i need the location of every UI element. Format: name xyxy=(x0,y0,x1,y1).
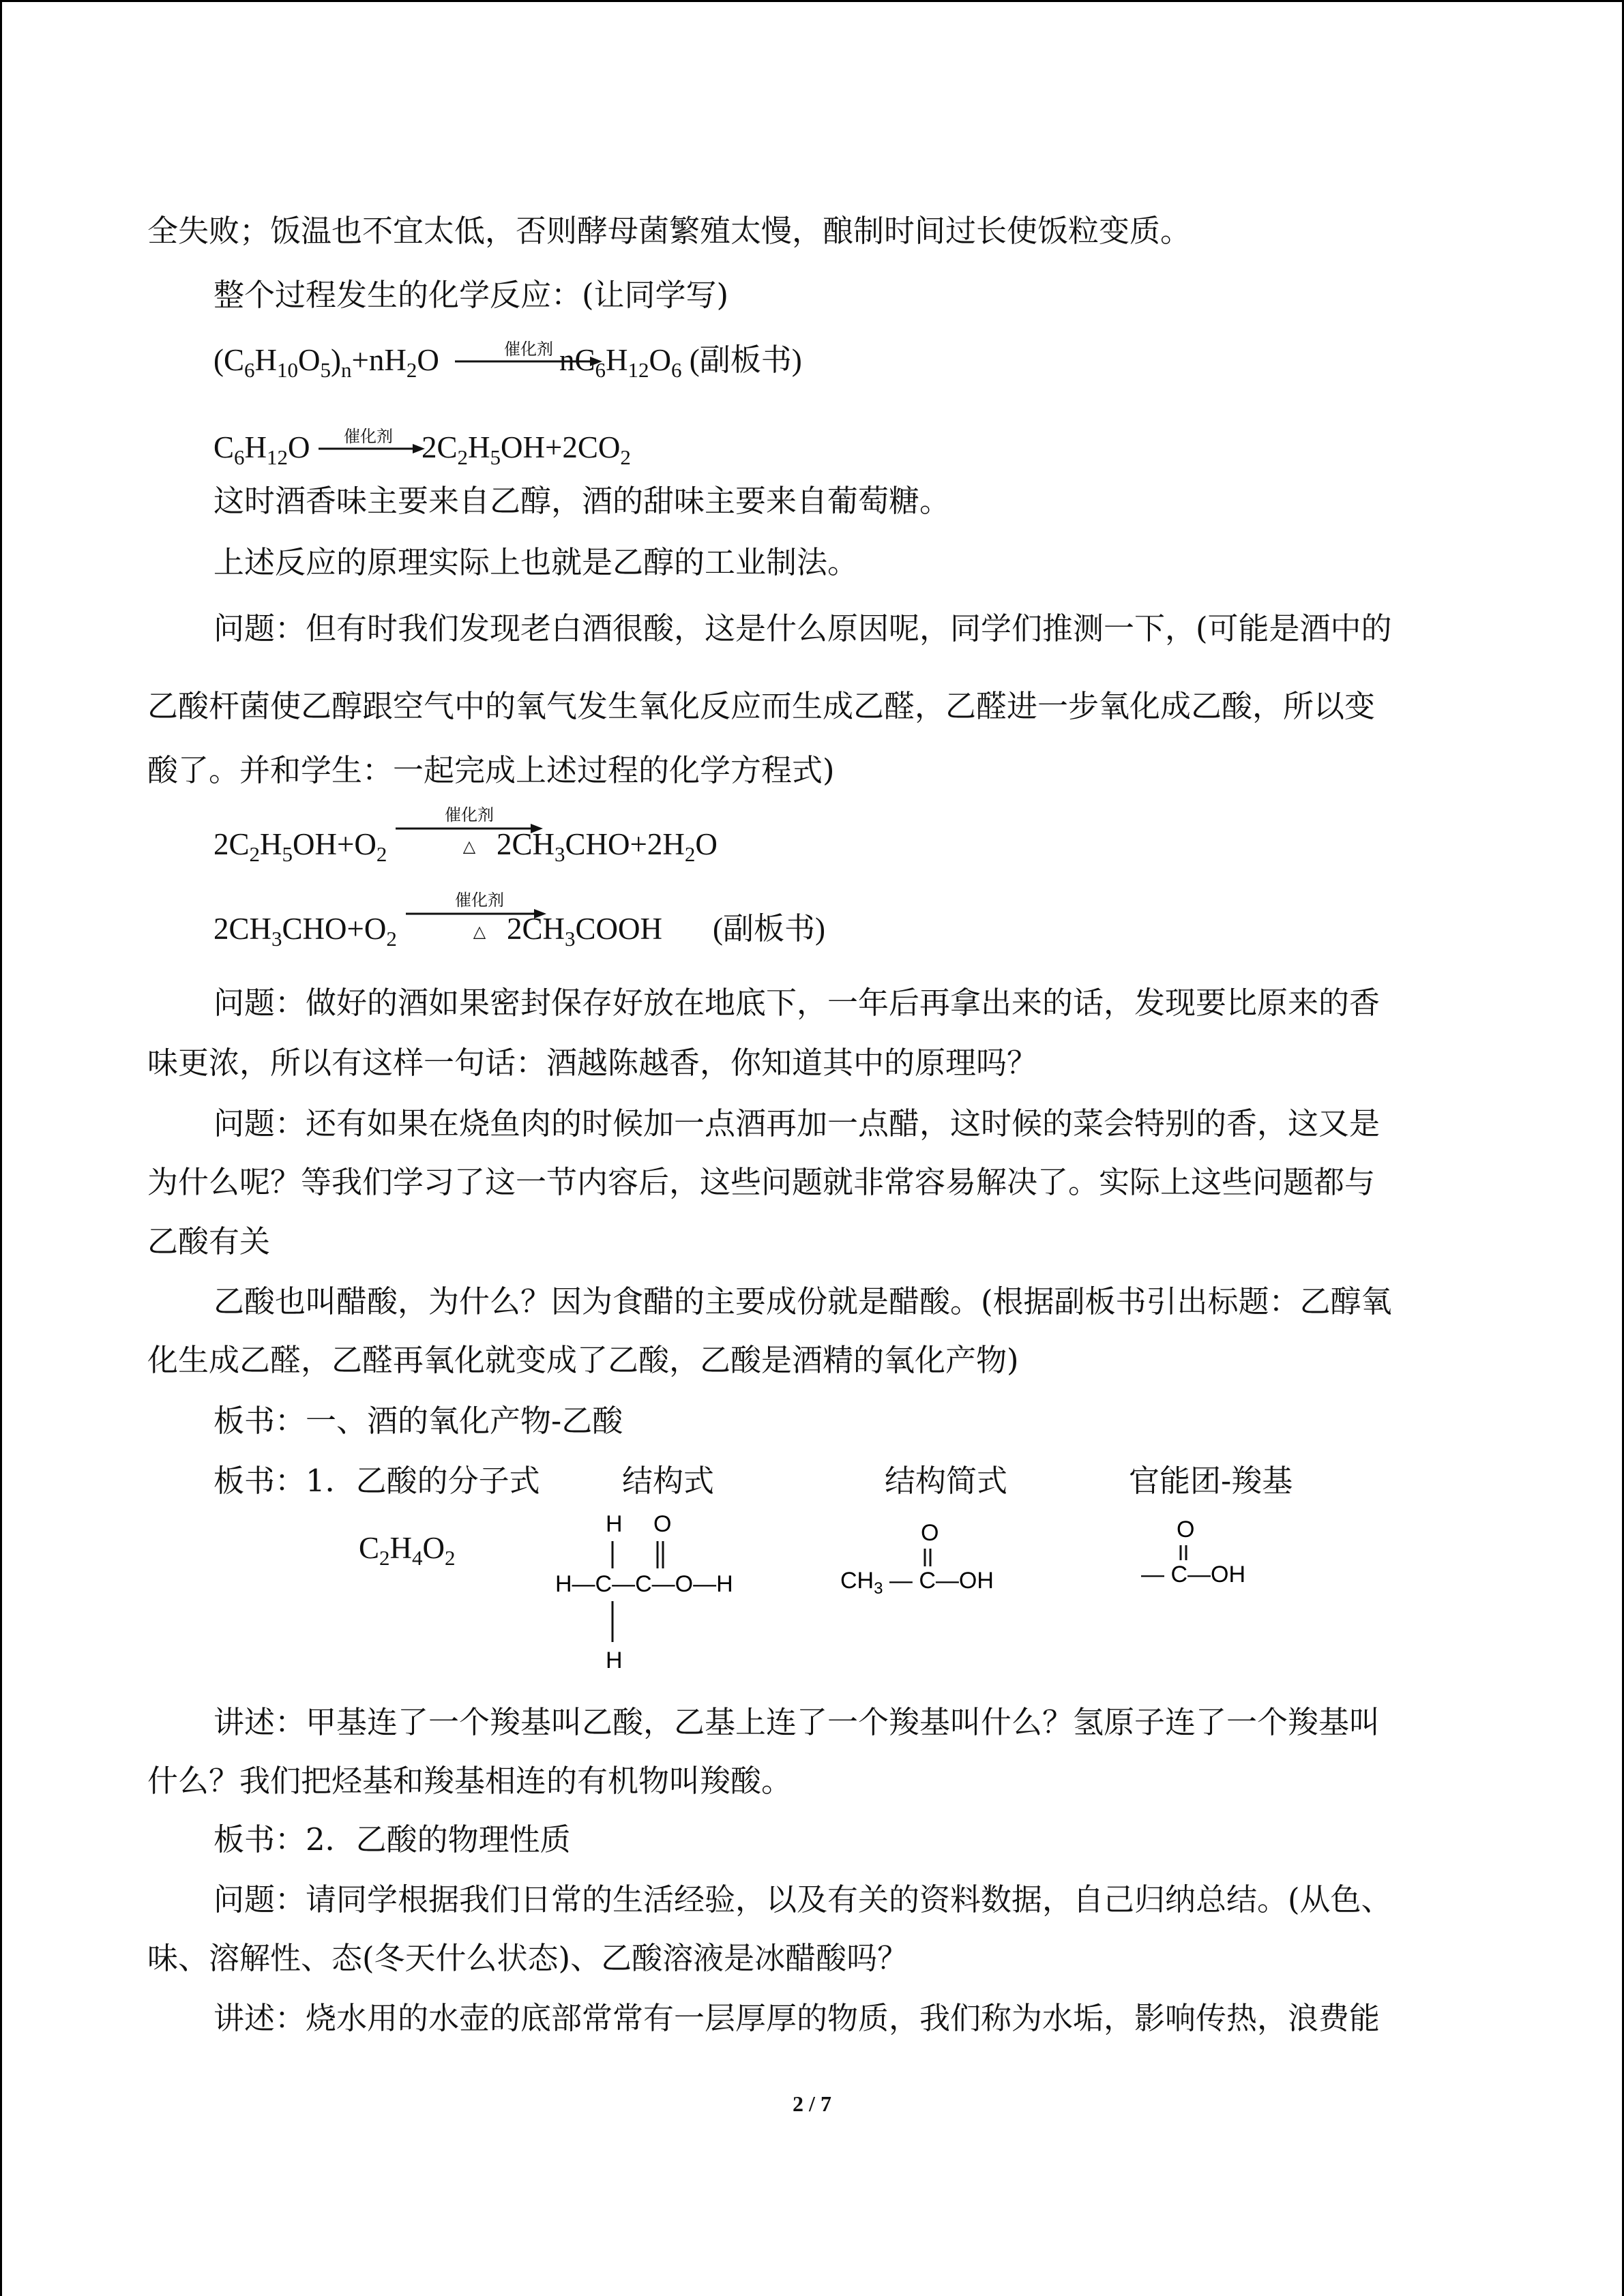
paragraph-line: 什么？我们把烃基和羧基相连的有机物叫羧酸。 xyxy=(147,1763,793,1799)
paragraph-line: 讲述：烧水用的水壶的底部常常有一层厚厚的物质，我们称为水垢，影响传热，浪费能 xyxy=(213,2000,1381,2036)
paragraph-line: 乙酸杆菌使乙醇跟空气中的氧气发生氧化反应而生成乙醛，乙醛进一步氧化成乙酸，所以变 xyxy=(147,688,1376,724)
equation-hydrolysis: $(C_6H_{10}O_5)_n+nH_2O$ xyxy=(213,343,439,382)
atom-h-top: H xyxy=(606,1511,623,1537)
atom-h-bottom: H xyxy=(606,1648,623,1673)
equation-hydrolysis-product: $nC_6H_{12}O_6$ (副板书) xyxy=(559,343,802,382)
paragraph-line: 整个过程发生的化学反应：(让同学写) xyxy=(213,277,729,313)
paragraph-line: 乙酸有关 xyxy=(147,1223,271,1259)
carboxyl-group xyxy=(1136,1514,1286,1609)
paragraph-line: 全失败；饭温也不宜太低，否则酵母菌繁殖太慢，酿制时间过长使饭粒变质。 xyxy=(147,213,1192,249)
atom-o: O xyxy=(921,1520,939,1546)
chain-atoms: H—C—C—O—H xyxy=(555,1571,733,1597)
structural-formula-heading: 结构式 xyxy=(622,1463,715,1499)
equation-fermentation: $C_6H_{12}O$ xyxy=(213,430,310,469)
paragraph-line: 上述反应的原理实际上也就是乙醇的工业制法。 xyxy=(213,544,859,580)
atom-o-top: O xyxy=(653,1511,672,1537)
heat-symbol: △ xyxy=(462,837,476,856)
catalyst-label: 催化剂 xyxy=(344,427,393,446)
methyl-group: $CH_3$ — C—OH xyxy=(840,1568,994,1598)
paragraph-line: 板书：一、酒的氧化产物-乙酸 xyxy=(213,1403,623,1439)
carboxyl-atoms: — C—OH xyxy=(1141,1562,1245,1587)
paragraph-line: 这时酒香味主要来自乙醇，酒的甜味主要来自葡萄糖。 xyxy=(213,483,951,519)
atom-o: O xyxy=(1177,1517,1195,1542)
paragraph-line: 问题：请同学根据我们日常的生活经验，以及有关的资料数据，自己归纳总结。(从色、 xyxy=(213,1881,1392,1918)
paragraph-line: 问题：还有如果在烧鱼肉的时候加一点酒再加一点醋，这时候的菜会特别的香，这又是 xyxy=(213,1105,1381,1142)
paragraph-line: 问题：做好的酒如果密封保存好放在地底下，一年后再拿出来的话，发现要比原来的香 xyxy=(213,985,1381,1021)
equation-acetaldehyde-oxidation-product: $2CH_3COOH$ (副板书) xyxy=(507,912,826,951)
functional-group-heading: 官能团-羧基 xyxy=(1129,1463,1293,1499)
heat-symbol: △ xyxy=(473,922,486,941)
paragraph-line: 讲述：甲基连了一个羧基叫乙酸，乙基上连了一个羧基叫什么？氢原子连了一个羧基叫 xyxy=(213,1704,1381,1740)
page-border-top xyxy=(0,0,1624,2)
page-border-left xyxy=(0,0,2,2296)
page-number: 2 / 7 xyxy=(793,2091,831,2116)
catalyst-label: 催化剂 xyxy=(504,340,553,359)
formula-heading: 板书：1．乙酸的分子式 xyxy=(213,1463,540,1499)
paragraph-line: 为什么呢？等我们学习了这一节内容后，这些问题就非常容易解决了。实际上这些问题都与 xyxy=(147,1164,1376,1200)
paragraph-line: 问题：但有时我们发现老白酒很酸，这是什么原因呢，同学们推测一下，(可能是酒中的 xyxy=(213,610,1392,646)
catalyst-label: 催化剂 xyxy=(455,891,504,910)
paragraph-line: 乙酸也叫醋酸，为什么？因为食醋的主要成份就是醋酸。(根据副板书引出标题：乙醇氧 xyxy=(213,1283,1392,1320)
paragraph-line: 味、溶解性、态(冬天什么状态)、乙酸溶液是冰醋酸吗？ xyxy=(147,1940,909,1976)
equation-fermentation-product: $2C_2H_5OH+2CO_2$ xyxy=(422,430,631,469)
molecular-formula: $C_2H_4O_2$ xyxy=(359,1531,456,1570)
paragraph-line: 化生成乙醛，乙醛再氧化就变成了乙酸，乙酸是酒精的氧化产物) xyxy=(147,1342,1019,1378)
paragraph-line: 味更浓，所以有这样一句话：酒越陈越香，你知道其中的原理吗？ xyxy=(147,1045,1038,1081)
condensed-formula xyxy=(838,1517,1042,1613)
equation-ethanol-oxidation: $2C_2H_5OH+O_2$ xyxy=(213,827,387,866)
condensed-formula-heading: 结构简式 xyxy=(885,1463,1008,1499)
paragraph-line: 板书：2．乙酸的物理性质 xyxy=(213,1821,571,1858)
equation-ethanol-oxidation-product: $2CH_3CHO+2H_2O$ xyxy=(497,827,718,866)
paragraph-line: 酸了。并和学生：一起完成上述过程的化学方程式) xyxy=(147,752,835,788)
catalyst-label: 催化剂 xyxy=(445,805,494,824)
equation-acetaldehyde-oxidation: $2CH_3CHO+O_2$ xyxy=(213,912,397,951)
structural-formula-acetic-acid xyxy=(546,1507,832,1678)
